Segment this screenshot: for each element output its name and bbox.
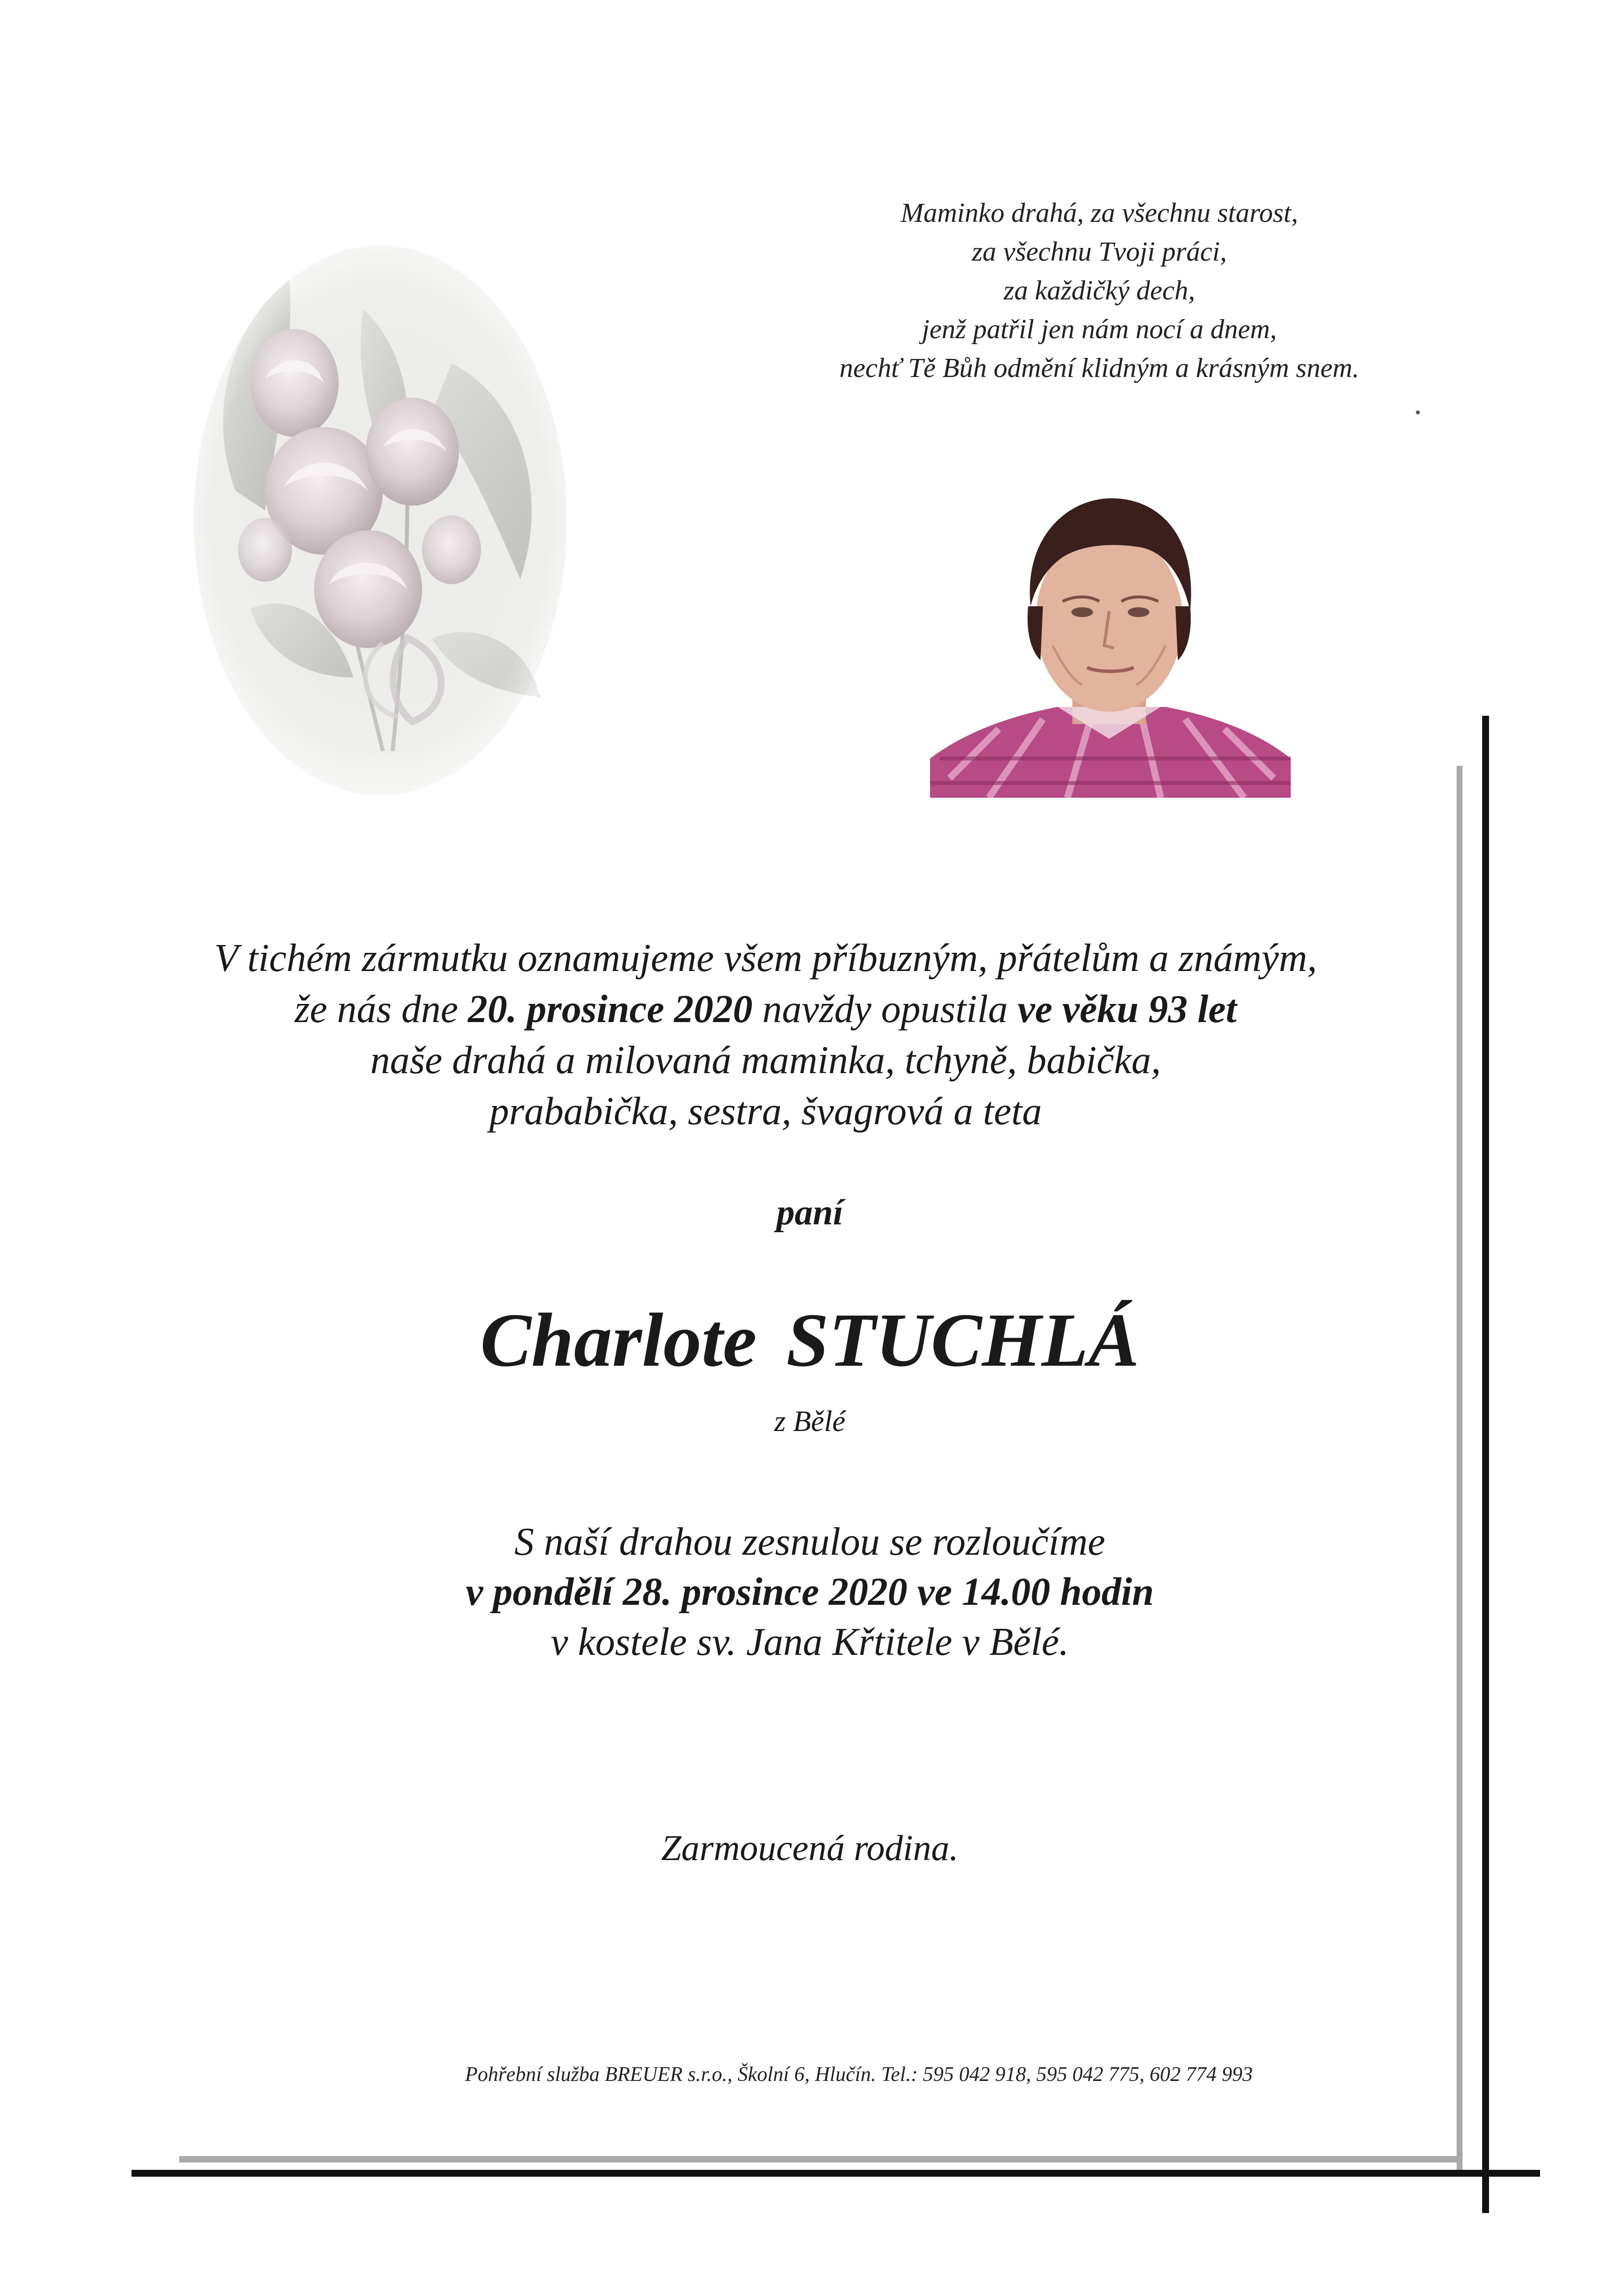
hometown: z Bělé: [774, 1405, 846, 1437]
funeral-line-1: S naší drahou zesnulou se rozloučíme: [514, 1520, 1105, 1564]
announcement-line-3: naše drahá a milovaná maminka, tchyně, babička,: [370, 1039, 1161, 1082]
border-line-vertical-gray: [1457, 766, 1463, 2170]
poem-line: Maminko drahá, za všechnu starost,: [901, 198, 1298, 228]
family-signature: Zarmoucená rodina.: [661, 1828, 958, 1868]
death-date: 20. prosince 2020: [468, 988, 753, 1031]
surname: STUCHLÁ: [786, 1297, 1140, 1382]
deceased-name: [245, 1296, 1374, 1384]
portrait-photo: [930, 484, 1291, 798]
age-at-death: ve věku 93 let: [1017, 988, 1237, 1031]
poem-line: nechť Tě Bůh odmění klidným a krásným snem.: [839, 353, 1359, 383]
flower-illustration: [177, 236, 584, 800]
announcement-line-2: [123, 984, 1409, 1035]
border-line-vertical-black: [1482, 716, 1489, 2213]
poem-line: jenž patřil jen nám nocí a dnem,: [922, 314, 1277, 345]
funeral-location: v kostele sv. Jana Křtitele v Bělé.: [551, 1621, 1069, 1664]
announcement-line-4: prababička, sestra, švagrová a teta: [489, 1090, 1042, 1133]
border-line-horizontal-black: [132, 2170, 1540, 2177]
poem-line: za každičký dech,: [1003, 275, 1196, 306]
announcement: [123, 933, 1409, 1137]
funeral-datetime: v pondělí 28. prosince 2020 ve 14.00 hodin: [465, 1570, 1154, 1614]
honorific-title: paní: [776, 1192, 843, 1233]
border-line-horizontal-gray: [179, 2156, 1463, 2162]
funeral-details: [245, 1517, 1374, 1667]
poem: [780, 194, 1418, 388]
ink-dot: [1416, 410, 1420, 414]
poem-line: za všechnu Tvoji práci,: [972, 237, 1227, 267]
first-name: Charlote: [480, 1297, 757, 1382]
announcement-line-1: V tichém zármutku oznamujeme všem příbuzným, přátelům a známým,: [214, 937, 1317, 980]
announcement-text: navždy opustila: [752, 988, 1018, 1031]
announcement-text: že nás dne: [294, 988, 468, 1031]
funeral-service-footer: Pohřební služba BREUER s.r.o., Školní 6, Hlučín. Tel.: 595 042 918, 595 042 775, 602 774 993: [465, 2063, 1253, 2086]
